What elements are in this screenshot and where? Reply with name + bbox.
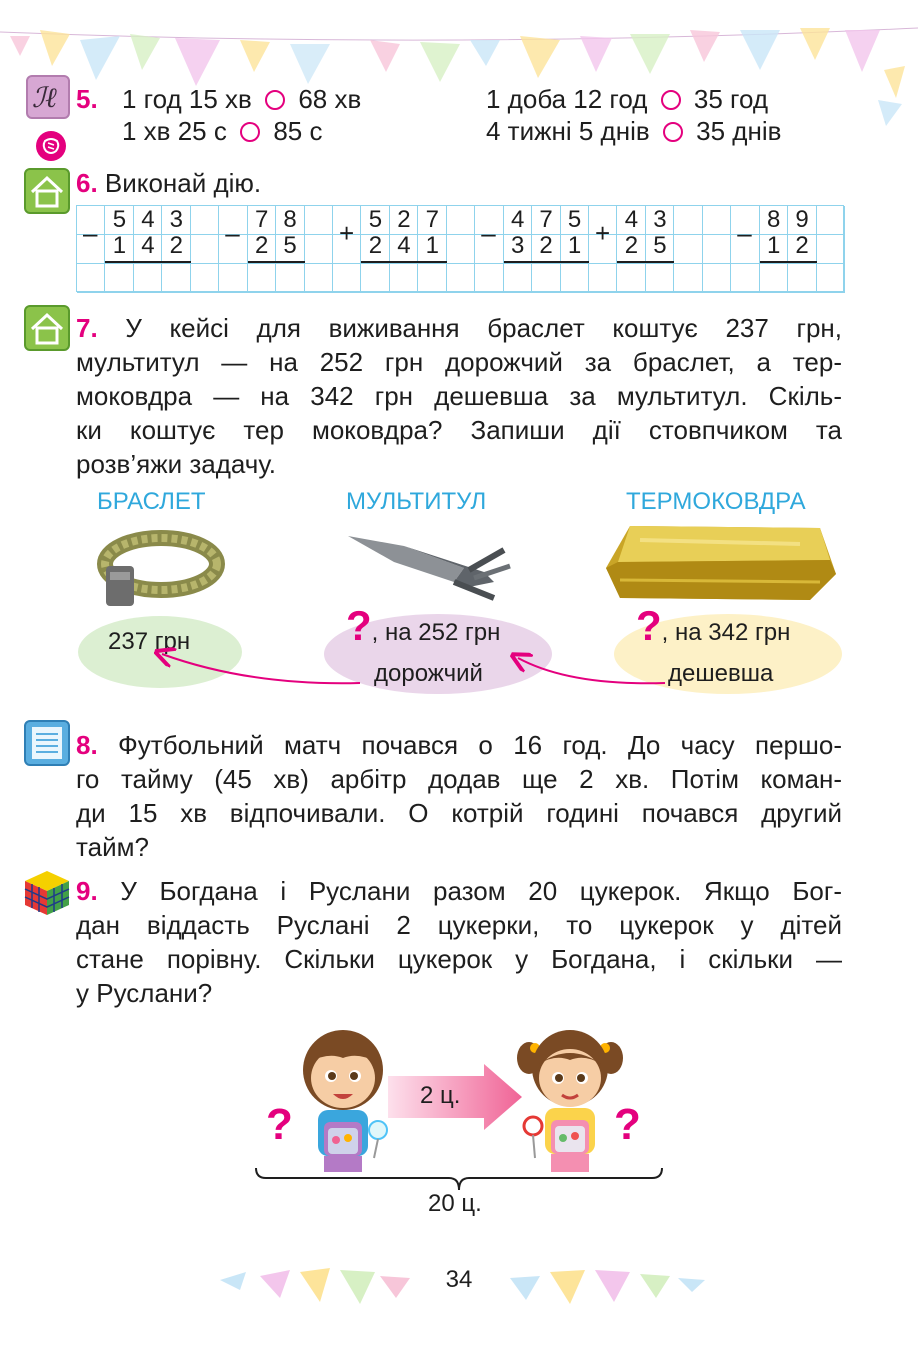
grid-cell[interactable] [703,235,731,264]
multitool-price-line2: дорожчий [374,660,483,687]
grid-cell[interactable] [589,264,617,293]
task5-row1-left [122,82,361,116]
bottom-digit: 5 [283,232,297,259]
task7-text [76,311,842,481]
sum-underline [105,261,190,263]
grid-cell[interactable] [77,264,105,293]
operator-sign: + [339,218,355,248]
total-brace [254,1166,664,1192]
top-digit: 7 [254,206,269,233]
task8-line: 8. Футбольний матч почався о 16 год. До часу першо- [76,730,842,760]
expr-left: 1 хв 25 с [122,116,227,146]
bottom-digit: 1 [766,232,781,259]
grid-cell[interactable] [817,206,845,235]
grid-cell[interactable] [504,264,532,293]
bottom-digit: 2 [169,232,183,259]
bottom-digit: 2 [795,232,809,259]
task7-line: 7. У кейсі для виживання браслет коштує 237 грн, [76,313,842,343]
grid-cell[interactable] [674,235,702,264]
bracelet-price: 237 грн [108,628,191,655]
grid-cell[interactable] [418,264,446,293]
grid-cell[interactable] [817,264,845,293]
operator-sign: – [83,218,98,248]
task8-text [76,728,842,864]
task7-line: моковдра — на 342 грн дешевша за мультитул. Скіль- [76,381,842,411]
grid-cell[interactable] [134,264,162,293]
top-digit: 9 [795,206,809,233]
svg-text:ℐℓ: ℐℓ [32,81,57,114]
compare-circle[interactable] [663,122,683,142]
expr-right: 68 хв [298,84,362,114]
question-mark: ? [346,602,372,649]
thermoblanket-price-line2: дешевша [668,660,774,687]
task7-line: мультитул — на 252 грн дорожчий за браслет, а тер- [76,347,842,377]
top-digit: 5 [368,206,383,233]
grid-cell[interactable] [703,264,731,293]
operator-sign: – [481,218,496,248]
expr-left: 1 доба 12 год [486,84,648,114]
multitool-image [344,522,514,602]
question-mark: ? [636,602,662,649]
grid-cell[interactable] [447,206,475,235]
sum-underline [617,261,674,263]
sum-underline [504,261,589,263]
grid-cell[interactable] [390,264,418,293]
comparison-arrows [140,640,700,690]
top-digit: 5 [112,206,127,233]
top-digit: 2 [397,206,411,233]
bracelet-image [96,522,226,612]
bottom-digit: 2 [254,232,269,259]
operator-sign: – [225,218,240,248]
boy-illustration [288,1018,398,1178]
compare-circle[interactable] [661,90,681,110]
bottom-digit: 5 [653,232,667,259]
expr-right: 35 год [693,84,769,114]
top-digit: 5 [567,206,582,233]
rubiks-cube-icon [22,868,72,918]
page-number: 34 [445,1266,473,1293]
grid-cell[interactable] [760,264,788,293]
compare-circle[interactable] [240,122,260,142]
task8-line: ди 15 хв відпочивали. О котрій годині почався другий [76,798,842,828]
bottom-digit: 2 [368,232,383,259]
sum-underline [248,261,305,263]
expr-left: 4 тижні 5 днів [486,116,650,146]
grid-cell[interactable] [191,235,219,264]
task8-line: тайм? [76,832,149,862]
grid-cell[interactable] [305,206,333,235]
task9-line: 9. У Богдана і Руслани разом 20 цукерок. Якщо Бог- [76,876,842,906]
grid-cell[interactable] [817,235,845,264]
top-digit: 3 [169,206,183,233]
grid-cell[interactable] [447,264,475,293]
bracelet-title: БРАСЛЕТ [97,488,206,515]
bottom-digit: 2 [539,232,553,259]
sum-underline [760,261,817,263]
top-digit: 7 [539,206,553,233]
top-digit: 4 [141,206,155,233]
top-digit: 4 [624,206,639,233]
grid-cell[interactable] [731,264,759,293]
task5-row1-right [486,82,768,116]
grid-cell[interactable] [305,264,333,293]
bottom-digit: 4 [141,232,155,259]
expr-right: 85 с [273,116,323,146]
thermoblanket-price: ?, на 342 грн [636,602,791,649]
operator-sign: + [595,218,611,248]
grid-cell[interactable] [674,264,702,293]
operator-sign: – [737,218,752,248]
grid-cell[interactable] [219,264,247,293]
task5-row2-right [486,114,781,148]
top-digit: 8 [283,206,297,233]
task9-text [76,874,842,1010]
home-icon [24,305,70,351]
bottom-digit: 1 [567,232,582,259]
task9-line: дан віддасть Руслані 2 цукерки, то цукерок у дітей [76,910,842,940]
bottom-digit: 1 [425,232,439,259]
task8-line: го тайму (45 хв) арбітр додав ще 2 хв. Потім коман- [76,764,842,794]
grid-cell[interactable] [305,235,333,264]
task7-line: ки коштує тер моковдра? Запиши дії стовпчиком та [76,415,842,445]
top-digit: 4 [510,206,525,233]
grid-cell[interactable] [361,264,389,293]
grid-cell[interactable] [105,264,133,293]
arithmetic-grid [76,205,844,292]
multitool-price: ?, на 252 грн [346,602,501,649]
grid-cell[interactable] [191,264,219,293]
task7-line: розв’яжи задачу. [76,449,276,479]
transfer-label: 2 ц. [420,1082,461,1109]
expr-left: 1 год 15 хв [122,84,252,114]
grid-cell[interactable] [561,264,589,293]
brain-icon [36,131,66,161]
home-icon [24,168,70,214]
task9-line: стане порівну. Скільки цукерок у Богдана, і скільки — [76,944,842,974]
grid-cell[interactable] [475,264,503,293]
grid-cell[interactable] [276,264,304,293]
compare-circle[interactable] [265,90,285,110]
task9-line: у Руслани? [76,978,213,1008]
multitool-title: МУЛЬТИТУЛ [346,488,487,515]
question-mark-right: ? [614,1100,641,1149]
task5-number: 5. [76,84,98,114]
bottom-digit: 2 [624,232,639,259]
grid-cell[interactable] [617,264,645,293]
task6-text: Виконай дію. [104,168,262,198]
grid-cell[interactable] [191,206,219,235]
total-label: 20 ц. [428,1190,482,1217]
bottom-digit: 1 [112,232,127,259]
top-digit: 3 [653,206,667,233]
thermoblanket-title: ТЕРМОКОВДРА [626,488,806,515]
grid-cell[interactable] [333,264,361,293]
bottom-digit: 4 [397,232,411,259]
grid-cell[interactable] [447,235,475,264]
bottom-digit: 3 [510,232,525,259]
expr-right: 35 днів [696,116,782,146]
grid-cell[interactable] [532,264,560,293]
question-mark-left: ? [266,1100,293,1149]
task6-heading: 6. Виконай дію. [76,168,262,198]
grid-cell[interactable] [646,264,674,293]
top-digit: 7 [425,206,439,233]
grid-cell[interactable] [162,264,190,293]
grid-cell[interactable] [703,206,731,235]
grid-cell[interactable] [788,264,816,293]
sum-underline [361,261,446,263]
notebook-icon [24,720,70,766]
girl-illustration [515,1018,625,1178]
top-digit: 8 [766,206,781,233]
handwriting-icon [26,75,70,119]
grid-cell[interactable] [248,264,276,293]
task5-row2-left [122,114,323,148]
grid-cell[interactable] [674,206,702,235]
